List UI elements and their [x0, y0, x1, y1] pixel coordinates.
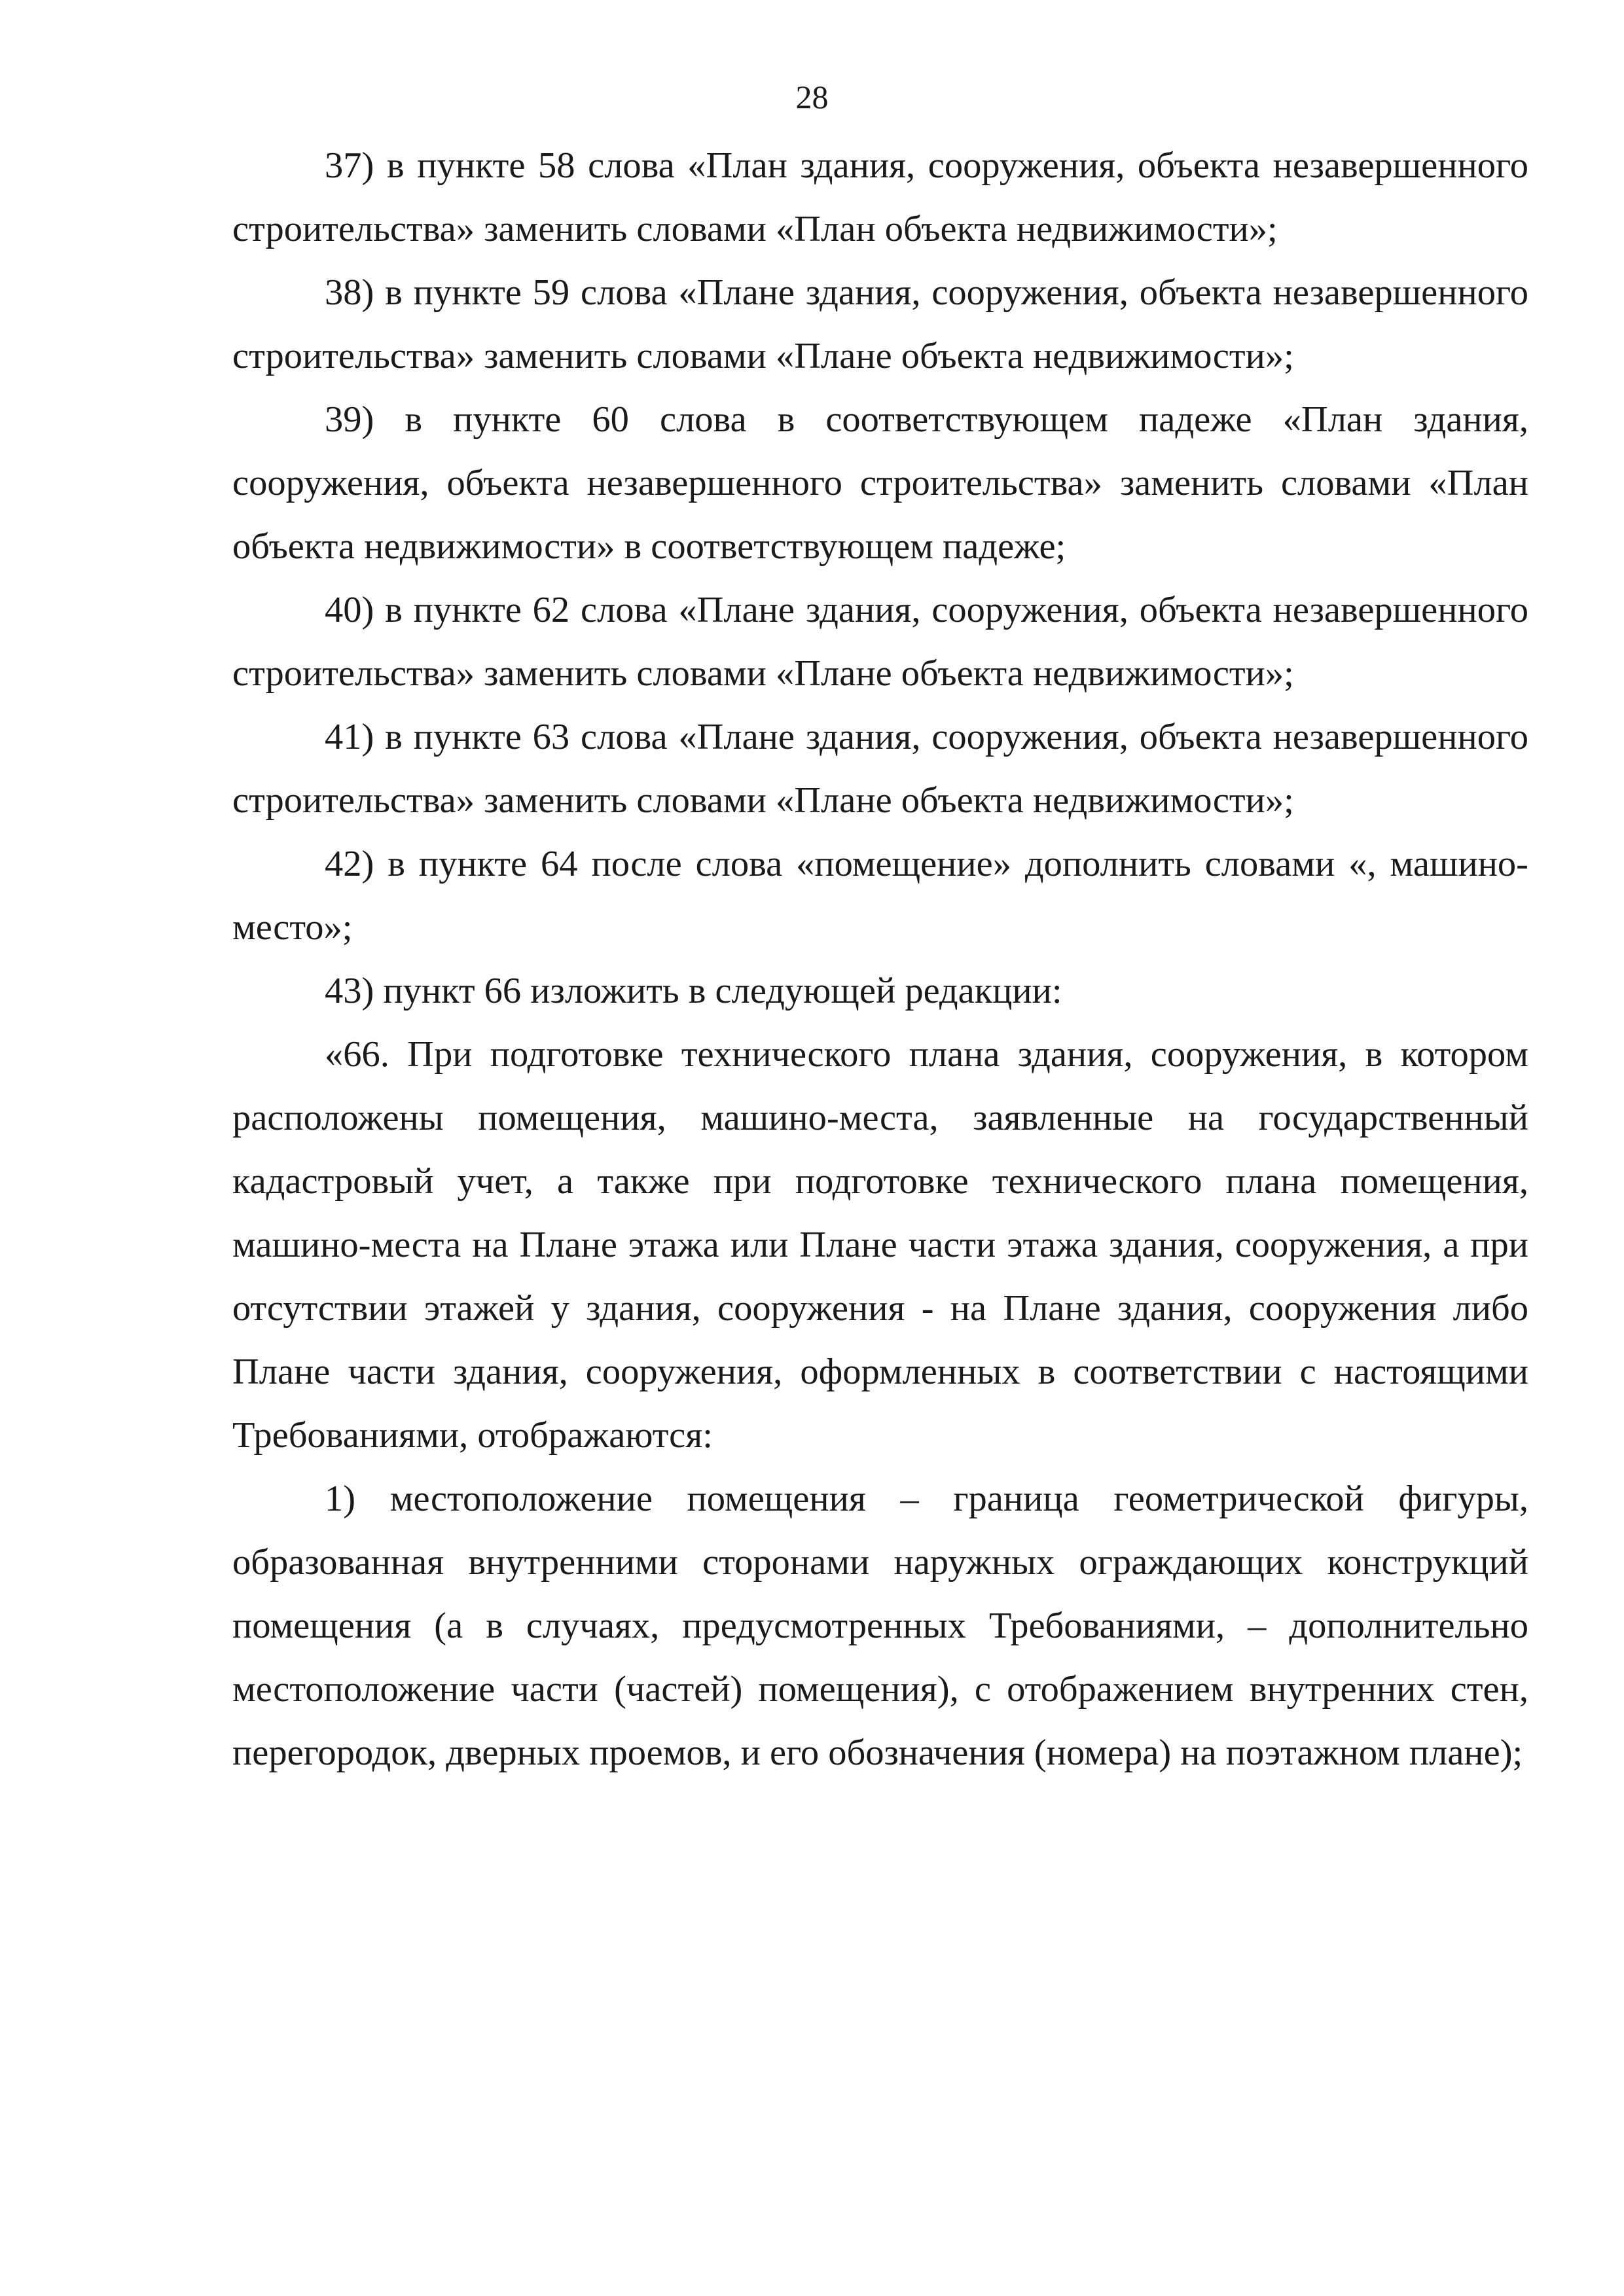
paragraph-item-40: 40) в пункте 62 слова «Плане здания, сооружения, объекта незавершенного строительства» заменить словами «Плане объекта недвижимости»;: [232, 590, 1528, 694]
paragraph-item-43: 43) пункт 66 изложить в следующей редакции:: [325, 971, 1062, 1011]
paragraph-item-42: 42) в пункте 64 после слова «помещение» дополнить словами «, машино-место»;: [232, 844, 1528, 948]
document-body: [232, 134, 1528, 1785]
paragraph-item-41: 41) в пункте 63 слова «Плане здания, сооружения, объекта незавершенного строительства» заменить словами «Плане объекта недвижимости»;: [232, 717, 1528, 821]
page-number: 28: [795, 79, 829, 115]
paragraph-item-37: 37) в пункте 58 слова «План здания, сооружения, объекта незавершенного строительства» заменить словами «План объекта недвижимости»;: [232, 145, 1528, 249]
paragraph-item-38: 38) в пункте 59 слова «Плане здания, сооружения, объекта незавершенного строительства» заменить словами «Плане объекта недвижимости»;: [232, 272, 1528, 376]
paragraph-item-39: 39) в пункте 60 слова в соответствующем падеже «План здания, сооружения, объекта незавершенного строительства» заменить словами «План объекта недвижимости» в соответствующем падеже;: [232, 399, 1528, 567]
paragraph-clause-66-subitem-1: 1) местоположение помещения – граница геометрической фигуры, образованная внутренними сторонами наружных ограждающих конструкций помещения (а в случаях, предусмотренных Требованиями, – дополнительно местоположение части (частей) помещения), с отображением внутренних стен, перегородок, дверных проемов, и его обозначения (номера) на поэтажном плане);: [232, 1479, 1528, 1773]
paragraph-clause-66: «66. При подготовке технического плана здания, сооружения, в котором расположены помещения, машино-места, заявленные на государственный кадастровый учет, а также при подготовке технического плана помещения, машино-места на Плане этажа или Плане части этажа здания, сооружения, а при отсутствии этажей у здания, сооружения - на Плане здания, сооружения либо Плане части здания, сооружения, оформленных в соответствии с настоящими Требованиями, отображаются:: [232, 1034, 1528, 1456]
